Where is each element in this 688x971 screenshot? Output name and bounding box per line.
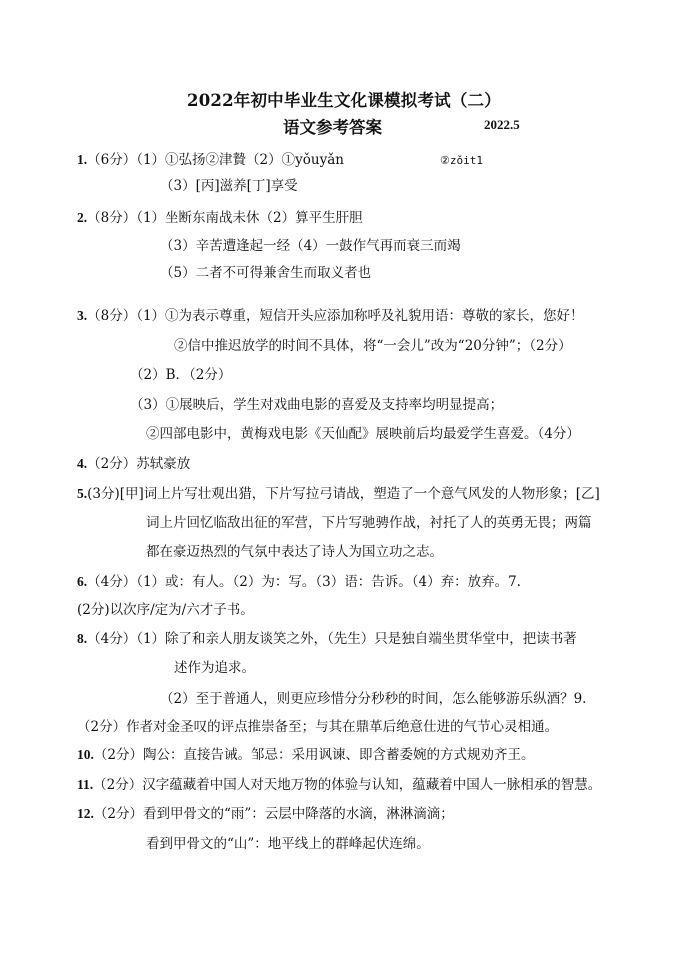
answer-text: (3分)[甲]词上片写壮观出猎，下片写拉弓请战，塑造了一个意气风发的人物形象；[乙] — [87, 486, 600, 502]
question-number: 6. — [77, 574, 88, 589]
answer-4-line-1 — [77, 455, 190, 473]
answer-5-line-1 — [77, 485, 600, 503]
answer-10-line-1 — [77, 746, 534, 764]
answer-2-line-2: （3）辛苦遭逢起一经（4）一鼓作气再而衰三而竭 — [160, 238, 461, 254]
answer-9-line: （2分）作者对金圣叹的评点推崇备至；与其在鼎革后绝意仕进的气节心灵相通。 — [77, 719, 559, 735]
answer-3-line-4: （3）①展映后，学生对戏曲电影的喜爱及支持率均明显提高； — [130, 397, 504, 413]
answer-1-line-2: （3）[丙]滋养[丁]享受 — [160, 178, 298, 194]
question-number: 11. — [77, 777, 94, 792]
answer-text: （2分）汉字蕴藏着中国人对天地万物的体验与认知，蕴藏着中国人一脉相承的智慧。 — [93, 777, 602, 793]
answer-12-line-1 — [77, 805, 454, 823]
answer-2-line-3: （5）二者不可得兼舍生而取义者也 — [160, 265, 372, 281]
answer-text: （2分）陶公：直接告诫。邹忌：采用讽谏、即含蓄委婉的方式规劝齐王。 — [93, 747, 535, 763]
question-number: 4. — [77, 456, 88, 471]
answer-text: （2分）苏轼豪放 — [87, 456, 191, 472]
question-number: 12. — [77, 806, 94, 821]
answer-text: （4分）（1）或：有人。（2）为：写。（3）语：告诉。（4）弃：放弃。7. — [87, 574, 521, 590]
answer-12-line-2: 看到甲骨文的“山”：地平线上的群峰起伏连绵。 — [146, 836, 430, 852]
answer-8-line-2: 述作为追求。 — [174, 660, 255, 676]
answer-text: （2分）看到甲骨文的“雨”：云层中降落的水滴，淋淋滴滴； — [93, 806, 454, 822]
document-title: 2022年初中毕业生文化课模拟考试（二） — [187, 91, 501, 110]
answer-text: （4分）（1）除了和亲人朋友谈笑之外，（先生）只是独自端坐贯华堂中，把读书著 — [87, 631, 577, 647]
answer-1-line-1 — [77, 151, 344, 169]
answer-3-line-1 — [77, 307, 584, 325]
answer-6-line-1 — [77, 573, 521, 591]
question-number: 5. — [77, 486, 88, 501]
answer-3-line-5: ②四部电影中，黄梅戏电影《天仙配》展映前后均最爱学生喜爱。（4分） — [146, 426, 580, 442]
document-subtitle: 语文参考答案 — [283, 118, 382, 137]
question-number: 1. — [77, 152, 88, 167]
question-number: 10. — [77, 747, 94, 762]
answer-7-line: (2分)以次序/定为/六才子书。 — [77, 602, 254, 618]
answer-11-line-1 — [77, 776, 601, 794]
question-number: 8. — [77, 631, 88, 646]
document-date: 2022.5 — [484, 117, 520, 132]
question-number: 2. — [77, 210, 88, 225]
answer-5-line-3: 都在豪迈热烈的气氛中表达了诗人为国立功之志。 — [146, 544, 443, 560]
question-number: 3. — [77, 308, 88, 323]
answer-text: （8分）（1）①为表示尊重，短信开头应添加称呼及礼貌用语：尊敬的家长，您好！ — [87, 308, 584, 324]
answer-8-line-3: （2）至于普通人，则更应珍惜分分秒秒的时间，怎么能够游乐纵酒？9. — [160, 691, 587, 707]
answer-text: （6分）（1）①弘扬②津贄（2）①yǒuyǎn — [87, 152, 344, 168]
answer-8-line-1 — [77, 630, 577, 648]
answer-3-line-2: ②信中推迟放学的时间不具体，将“一会儿”改为“20分钟”；（2分） — [174, 338, 572, 354]
answer-1-line-1-extra: ②zǒit1 — [440, 154, 483, 167]
answer-5-line-2: 词上片回忆临敌出征的军营，下片写驰骋作战，衬托了人的英勇无畏；两篇 — [146, 515, 592, 531]
answer-3-line-3: （2）B．（2分） — [130, 367, 232, 383]
answer-text: （8分）（1）坐断东南战未休（2）算平生肝胆 — [87, 210, 363, 226]
answer-2-line-1 — [77, 209, 363, 227]
